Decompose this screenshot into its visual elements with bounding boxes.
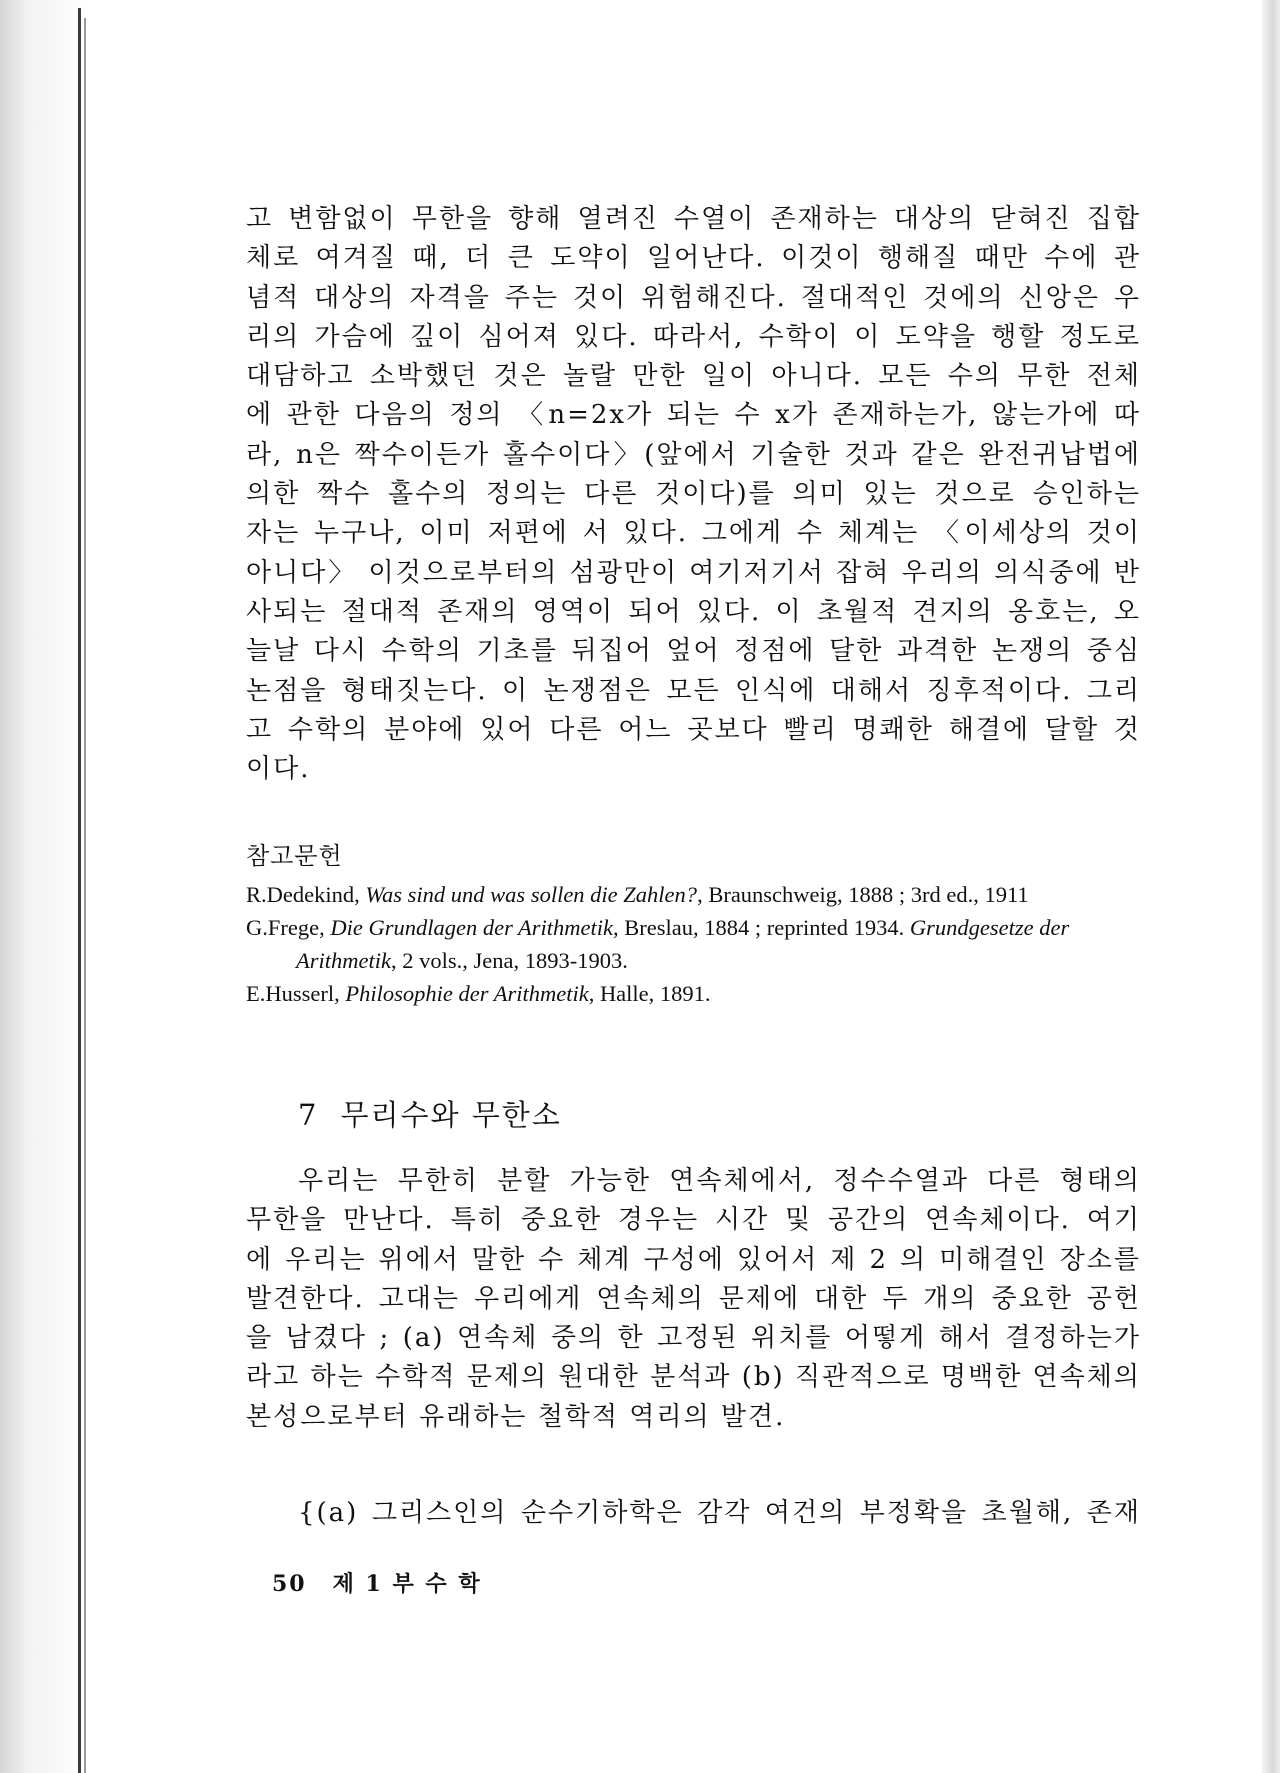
paragraph-1-line: 의한 짝수 홀수의 정의는 다른 것이다)를 의미 있는 것으로 승인하는 <box>246 479 1141 510</box>
reference-details: , Braunschweig, 1888 ; 3rd ed., 1911 <box>697 882 1029 907</box>
references-heading: 참고문헌 <box>246 842 343 870</box>
paragraph-1-line: 이다. <box>246 754 311 785</box>
reference-title: Arithmetik <box>296 948 391 973</box>
reference-title: Philosophie der Arithmetik <box>345 981 589 1006</box>
paragraph-1-line: 아니다〉 이것으로부터의 섬광만이 여기저기서 잡혀 우리의 의식중에 반 <box>246 557 1141 588</box>
page-footer <box>272 1567 482 1598</box>
right-page-edge <box>1262 0 1280 1773</box>
binding-shadow <box>0 0 90 1773</box>
paragraph-3 <box>246 1494 1141 1533</box>
section-heading <box>298 1093 562 1134</box>
paragraph-2-line: 에 우리는 위에서 말한 수 체계 구성에 있어서 제 2 의 미해결인 장소를 <box>246 1244 1141 1275</box>
paragraph-2-line: 라고 하는 수학적 문제의 원대한 분석과 (b) 직관적으로 명백한 연속체의 <box>246 1362 1141 1393</box>
paragraph-1-line: 고 수학의 분야에 있어 다른 어느 곳보다 빨리 명쾌한 해결에 달할 것 <box>246 714 1141 745</box>
page-content <box>246 200 1141 1597</box>
reference-details: , 2 vols., Jena, 1893-1903. <box>390 948 628 973</box>
reference-entry-frege-continued <box>246 944 1141 977</box>
paragraph-1-line: 라, n은 짝수이든가 홀수이다〉(앞에서 기술한 것과 같은 완전귀납법에 <box>246 439 1141 470</box>
paragraph-2 <box>246 1162 1141 1437</box>
reference-author: R.Dedekind, <box>246 882 366 907</box>
paragraph-1-line: 념적 대상의 자격을 주는 것이 위험해진다. 절대적인 것에의 신앙은 우 <box>246 282 1141 313</box>
paragraph-2-line: 을 남겼다 ; (a) 연속체 중의 한 고정된 위치를 어떻게 해서 결정하는가 <box>246 1323 1141 1354</box>
reference-author: G.Frege, <box>246 915 331 940</box>
reference-entry-husserl <box>246 977 1141 1010</box>
paragraph-3-line: {(a) 그리스인의 순수기하학은 감각 여건의 부정확을 초월해, 존재 <box>298 1498 1141 1528</box>
section-title: 무리수와 무한소 <box>340 1098 562 1132</box>
paragraph-2-line: 우리는 무한히 분할 가능한 연속체에서, 정수수열과 다른 형태의 <box>298 1166 1141 1196</box>
reference-title: Was sind und was sollen die Zahlen? <box>365 882 698 907</box>
paragraph-2-line: 본성으로부터 유래하는 철학적 역리의 발견. <box>246 1401 786 1432</box>
reference-title: Die Grundlagen der Arithmetik <box>330 915 614 940</box>
paragraph-1-line: 논점을 형태짓는다. 이 논쟁점은 모든 인식에 대해서 징후적이다. 그리 <box>246 675 1141 706</box>
page-edge-line-inner <box>84 18 86 1773</box>
section-number: 7 <box>298 1098 319 1132</box>
paragraph-1-line: 에 관한 다음의 정의 〈n=2x가 되는 수 x가 존재하는가, 않는가에 따 <box>246 400 1141 431</box>
paragraph-1-line: 늘날 다시 수학의 기초를 뒤집어 엎어 정점에 달한 과격한 논쟁의 중심 <box>246 636 1141 667</box>
reference-entry-dedekind <box>246 878 1141 911</box>
references-list <box>246 878 1141 1010</box>
paragraph-1-line: 고 변함없이 무한을 향해 열려진 수열이 존재하는 대상의 닫혀진 집합 <box>246 204 1141 234</box>
paragraph-1-line: 대담하고 소박했던 것은 놀랄 만한 일이 아니다. 모든 수의 무한 전체 <box>246 361 1141 392</box>
reference-author: E.Husserl, <box>246 981 346 1006</box>
reference-title: Grundgesetze der <box>909 915 1070 940</box>
paragraph-2-line: 발견한다. 고대는 우리에게 연속체의 문제에 대한 두 개의 중요한 공헌 <box>246 1283 1141 1314</box>
page-number: 50 <box>272 1571 307 1597</box>
paragraph-1-line: 체로 여겨질 때, 더 큰 도약이 일어난다. 이것이 행해질 때만 수에 관 <box>246 243 1141 274</box>
page-edge-line <box>78 8 81 1773</box>
paragraph-1-line: 자는 누구나, 이미 저편에 서 있다. 그에게 수 체계는 〈이세상의 것이 <box>246 518 1141 549</box>
paragraph-2-line: 무한을 만난다. 특히 중요한 경우는 시간 및 공간의 연속체이다. 여기 <box>246 1205 1141 1236</box>
paragraph-1-line: 리의 가슴에 깊이 심어져 있다. 따라서, 수학이 이 도약을 행할 정도로 <box>246 321 1141 352</box>
paragraph-1 <box>246 200 1141 789</box>
running-footer: 제 1 부 수 학 <box>332 1571 482 1597</box>
reference-entry-frege <box>246 911 1141 944</box>
reference-details: , Halle, 1891. <box>588 981 711 1006</box>
paragraph-1-line: 사되는 절대적 존재의 영역이 되어 있다. 이 초월적 견지의 옹호는, 오 <box>246 596 1141 627</box>
reference-details: , Breslau, 1884 ; reprinted 1934. <box>613 915 910 940</box>
